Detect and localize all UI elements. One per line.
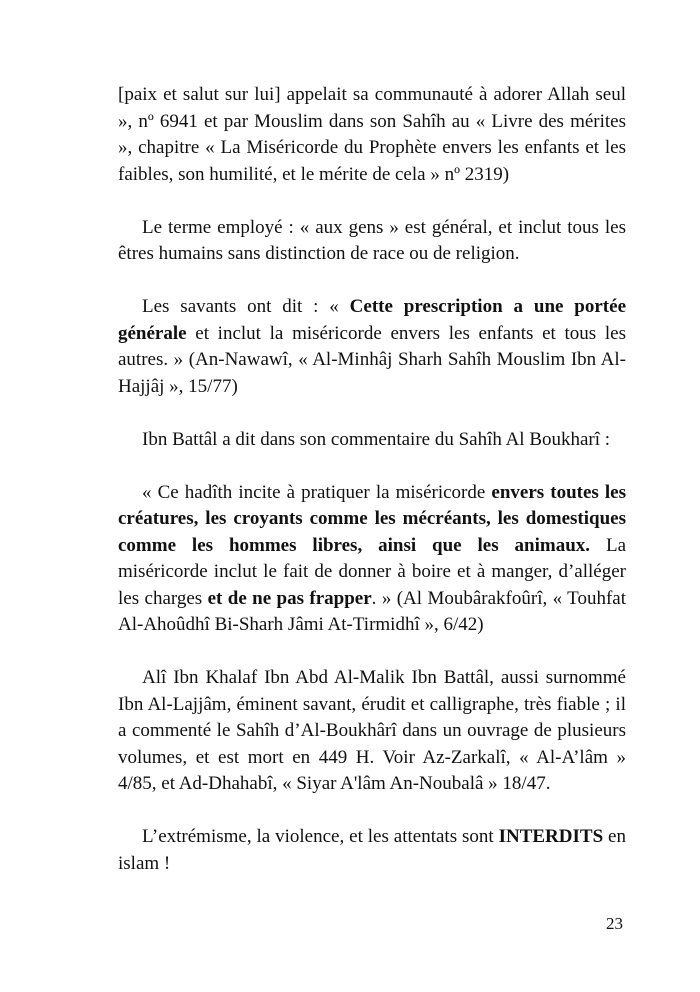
paragraph-hadith-quote xyxy=(118,480,626,639)
text: Ibn Battâl a dit dans son commentaire du Sahîh Al Boukharî : xyxy=(142,428,611,450)
paragraph-scholars-said xyxy=(118,294,626,400)
text: La miséricorde inclut le fait de donner à boire et à manger, d’alléger les charges xyxy=(118,534,626,609)
text: en islam ! xyxy=(118,826,626,874)
paragraph-ibn-battal-intro xyxy=(118,427,626,454)
text: [paix et salut sur lui] appelait sa communauté à adorer Allah seul », nº 6941 et par Mouslim dans son Sahîh au « Livre des mérites », chapitre « La Miséricorde du Prophète envers les enfants et les faibles, son humilité, et le mérite de cela » nº 2319) xyxy=(118,84,626,185)
text: . » (Al Moubârakfoûrî, « Touhfat Al-Ahoûdhî Bi-Sharh Jâmi At-Tirmidhî », 6/42) xyxy=(118,587,626,635)
text: Le terme employé : « aux gens » est général, et inclut tous les êtres humains sans distinction de race ou de religion. xyxy=(118,216,626,264)
page-number: 23 xyxy=(606,914,623,933)
text: L’extrémisme, la violence, et les attentats sont xyxy=(142,826,499,847)
bold-text: INTERDITS xyxy=(498,826,604,847)
paragraph-hadith-reference-continued xyxy=(118,82,626,188)
text: Alî Ibn Khalaf Ibn Abd Al-Malik Ibn Battâl, aussi surnommé Ibn Al-Lajjâm, éminent savant, érudit et calligraphe, très fiable ; il a commenté le Sahîh d’Al-Boukhârî dans un ouvrage de plusieurs volumes, et est mort en 449 H. Voir Az-Zarkalî, « Al-A’lâm » 4/85, et Ad-Dhahabî, « Siyar A'lâm An-Noubalâ » 18/47. xyxy=(118,667,626,794)
paragraph-biography xyxy=(118,665,626,798)
text: « Ce hadîth incite à pratiquer la miséricorde xyxy=(142,481,492,503)
paragraph-term-general xyxy=(118,215,626,268)
page-body xyxy=(118,82,626,904)
text: et inclut la miséricorde envers les enfants et tous les autres. » (An-Nawawî, « Al-Minhâj Sharh Sahîh Mouslim Ibn Al-Hajjâj », 15/77) xyxy=(118,322,626,397)
bold-text: Cette prescription a une portée générale xyxy=(118,296,626,344)
bold-text: et de ne pas frapper xyxy=(207,587,372,609)
paragraph-conclusion xyxy=(118,824,626,877)
text: Les savants ont dit : « xyxy=(142,296,350,317)
bold-text: envers toutes les créatures, les croyants comme les mécréants, les domestiques comme les hommes libres, ainsi que les animaux. xyxy=(118,481,626,556)
